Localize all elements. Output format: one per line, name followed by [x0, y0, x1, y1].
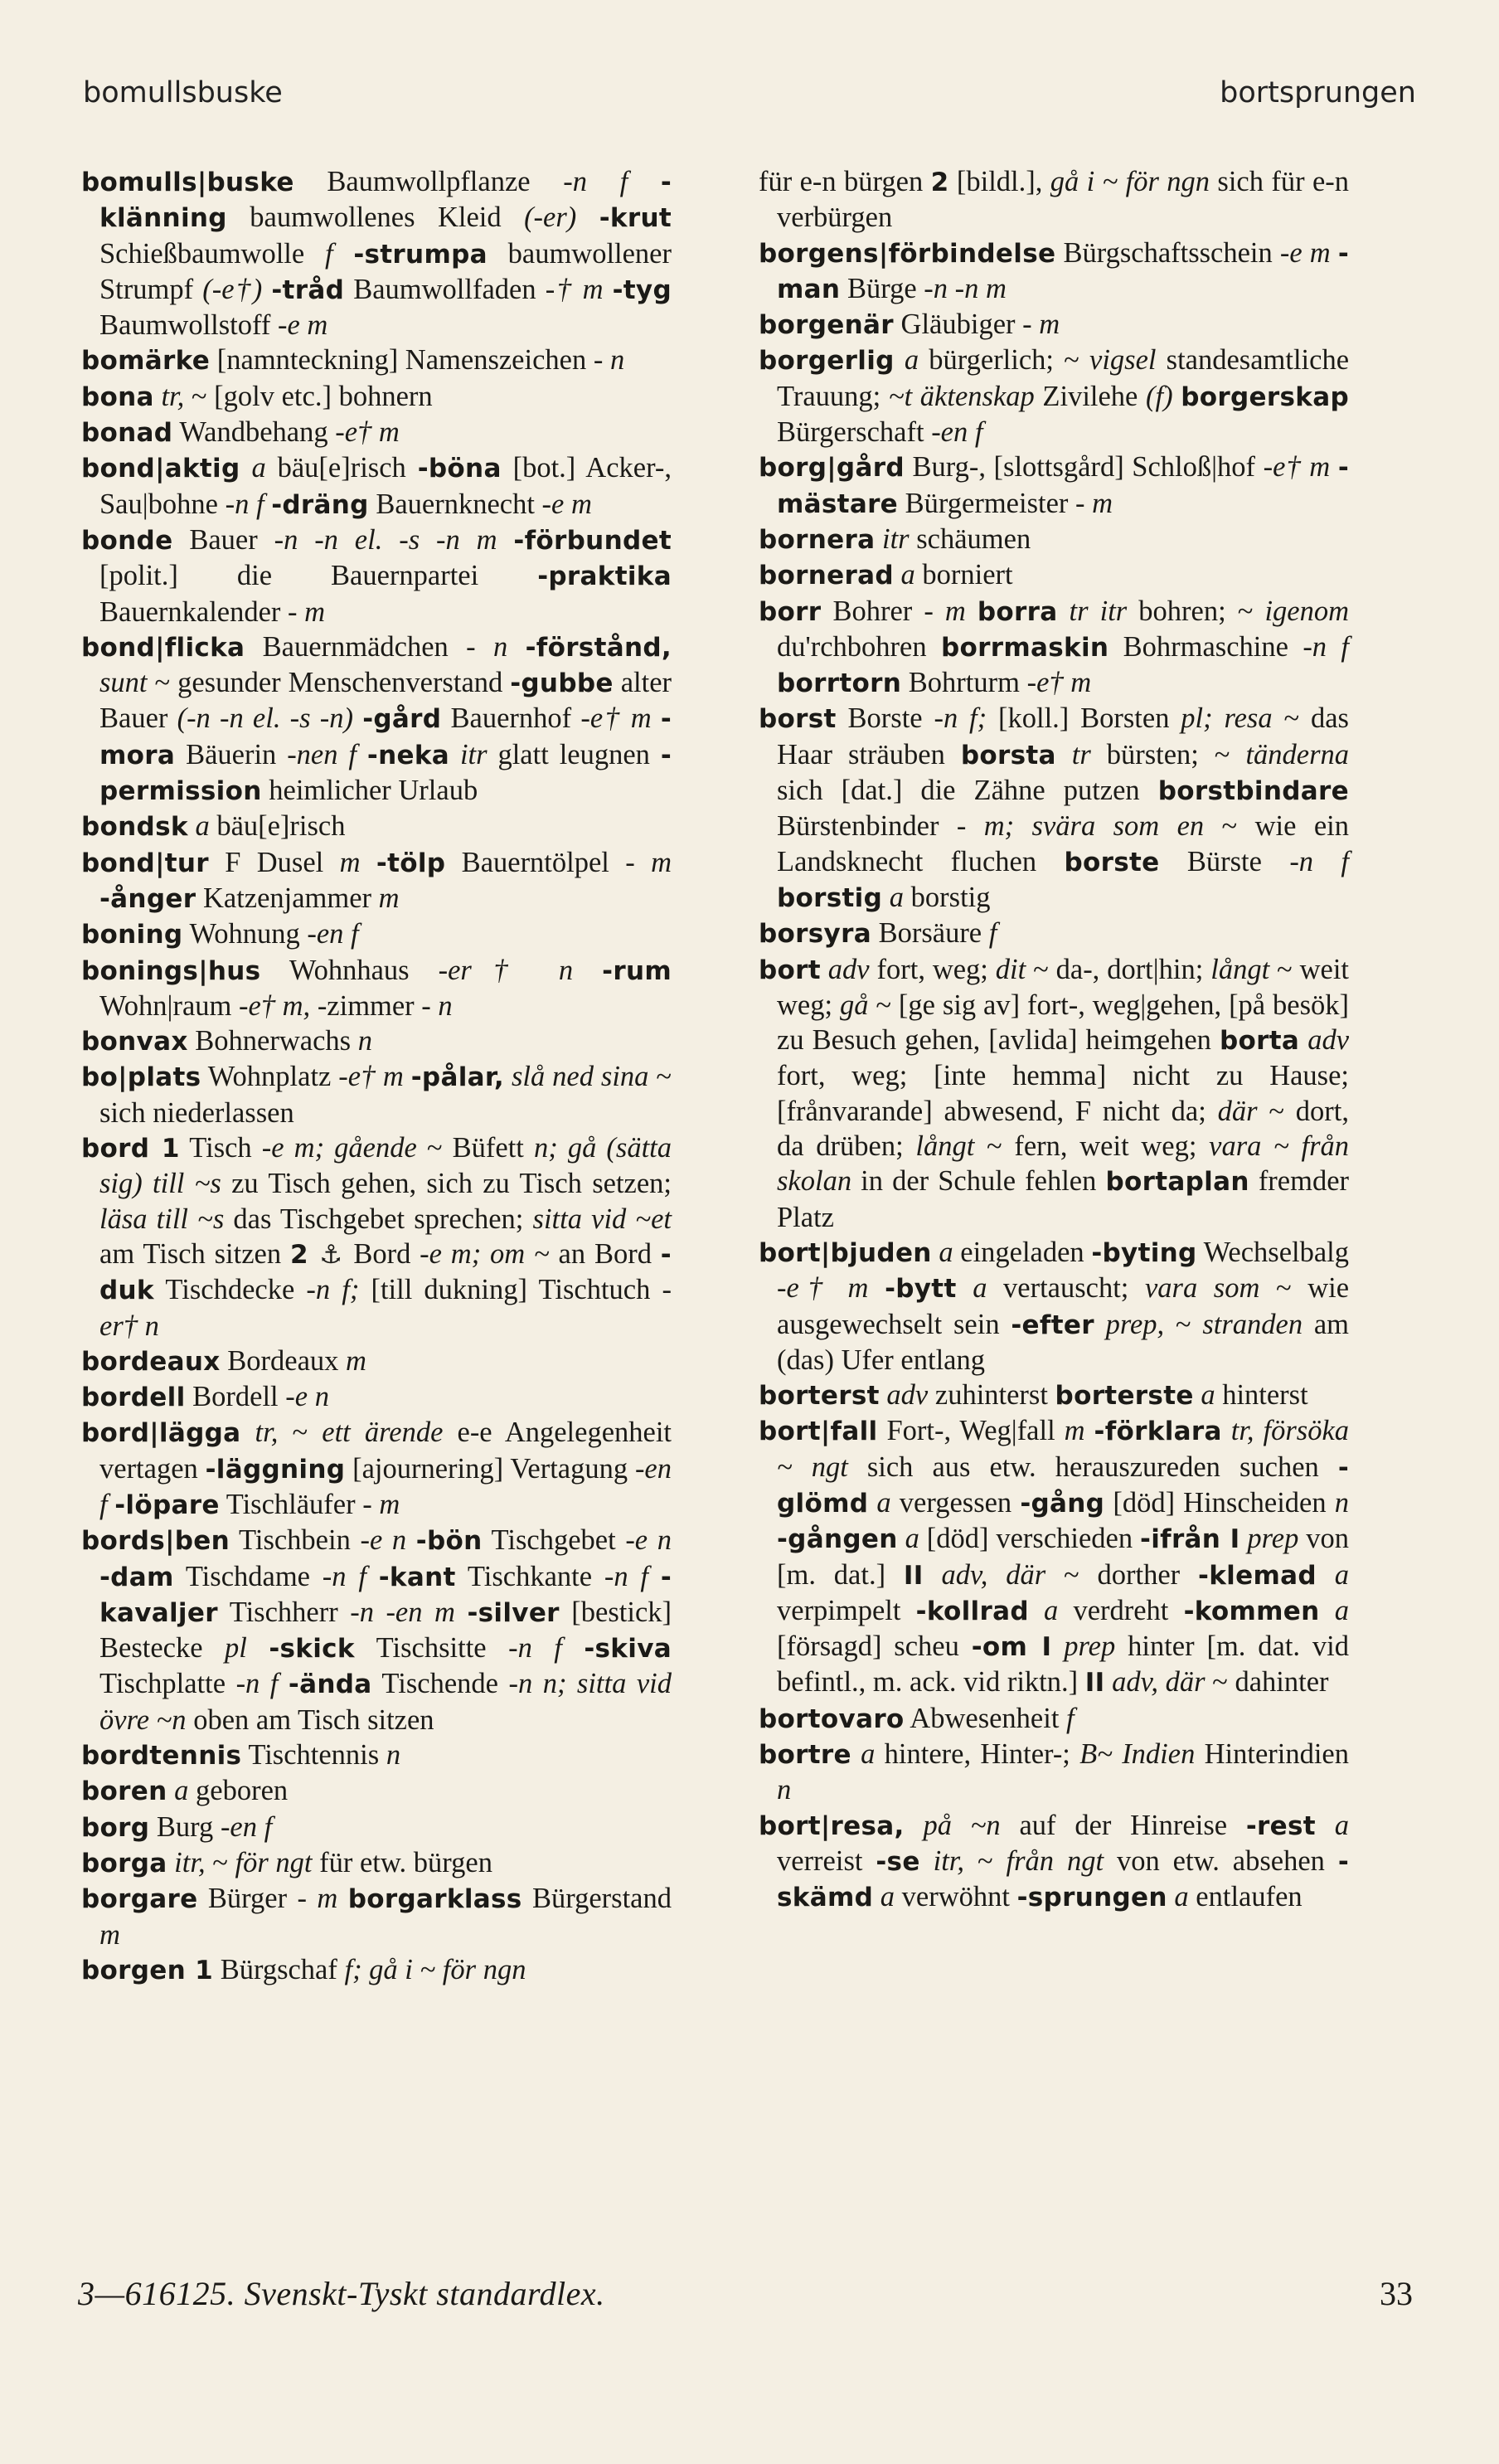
dictionary-entry: bort|resa, på ~n auf der Hinreise -rest a verreist -se itr, ~ från ngt von etw. absehen -skämd a verwöhnt -sprungen a entlaufen: [759, 1809, 1350, 1913]
dictionary-entry: bord|lägga tr, ~ ett ärende e-e Angelegenheit vertagen -läggning [ajournering] Vertagung -en f -löpare Tischläufer - m: [81, 1417, 672, 1520]
dictionary-entry: borga itr, ~ för ngt für etw. bürgen: [81, 1846, 492, 1878]
dictionary-entry: borg Burg -en f: [81, 1810, 273, 1843]
right-column: [759, 164, 1349, 1916]
dictionary-entry: borgare Bürger - m borgarklass Bürgerstand m: [81, 1883, 672, 1951]
dictionary-entry: borgens|förbindelse Bürgschaftsschein -e m -man Bürge -n -n m: [759, 236, 1349, 304]
dictionary-entry: bornera itr schäumen: [759, 522, 1031, 555]
dictionary-entry: borterst adv zuhinterst borterste a hinterst: [759, 1379, 1308, 1412]
dictionary-entry: borgerlig a bürgerlich; ~ vigsel standesamtliche Trauung; ~t äktenskap Zivilehe (f) borgerskap Bürgerschaft -en f: [759, 344, 1350, 449]
left-column: [81, 164, 672, 1988]
footer-signature: 3—616125. Svenskt-Tyskt standardlex.: [78, 2275, 605, 2312]
dictionary-entry: bo|plats Wohnplatz -e† m -pålar, slå ned sina ~ sich niederlassen: [81, 1061, 672, 1129]
dictionary-entry: bort|fall Fort-, Weg|fall m -förklara tr, försöka ~ ngt sich aus etw. herauszureden suchen -glömd a vergessen -gång [död] Hinscheiden n -gången a [död] verschieden -ifrån I prep von [m. dat.] II adv, där ~ dorther -klemad a verpimpelt -kollrad a verdreht -kommen a [försagd] scheu -om I prep hinter [m. dat. vid befintl., m. ack. vid riktn.] II adv, där ~ dahinter: [759, 1415, 1350, 1699]
dictionary-entry: borg|gård Burg-, [slottsgård] Schloß|hof -e† m -mästare Bürgermeister - m: [759, 451, 1350, 519]
dictionary-entry: bomulls|buske Baumwollpflanze -n f -klänning baumwollenes Kleid (-er) -krut Schießbaumwolle f -strumpa baumwollener Strumpf (-e†) -tråd Baumwollfaden -† m -tyg Baumwollstoff -e m: [81, 166, 672, 342]
dictionary-entry: bortovaro Abwesenheit f: [759, 1702, 1075, 1734]
dictionary-entry: bort|bjuden a eingeladen -byting Wechselbalg -e† m -bytt a vertauscht; vara som ~ wie ausgewechselt sein -efter prep, ~ stranden am (das) Ufer entlang: [759, 1236, 1350, 1376]
dictionary-entry: bonvax Bohnerwachs n: [81, 1025, 372, 1057]
dictionary-entry: bortre a hintere, Hinter-; B~ Indien Hinterindien n: [759, 1738, 1349, 1806]
dictionary-entry: bomärke [namnteckning] Namenszeichen - n: [81, 344, 625, 377]
dictionary-entry: bort adv fort, weg; dit ~ da-, dort|hin; långt ~ weit weg; gå ~ [ge sig av] fort-, weg|gehen, [på besök] zu Besuch gehen, [avlida] heimgehen borta adv fort, weg; [inte hemma] nicht zu Hause; [frånvarande] abwesend, F nicht da; där ~ dort, da drüben; långt ~ fern, weit weg; vara ~ från skolan in der Schule fehlen bortaplan fremder Platz: [759, 953, 1350, 1233]
page-footer: [78, 2274, 1413, 2321]
dictionary-entry: borst Borste -n f; [koll.] Borsten pl; resa ~ das Haar sträuben borsta tr bürsten; ~ tänderna sich [dat.] die Zähne putzen borstbindare Bürstenbinder - m; svära som en ~ wie ein Landsknecht fluchen borste Bürste -n f borstig a borstig: [759, 702, 1350, 913]
dictionary-entry: borgen 1 Bürgschaf f; gå i ~ för ngn: [81, 1953, 526, 1985]
dictionary-entry: borsyra Borsäure f: [759, 917, 997, 950]
dictionary-entry: bordeaux Bordeaux m: [81, 1344, 366, 1377]
dictionary-entry: bond|tur F Dusel m -tölp Bauerntölpel - m -ånger Katzenjammer m: [81, 846, 672, 914]
dictionary-entry: bornerad a borniert: [759, 559, 1013, 591]
dictionary-entry: bond|flicka Bauernmädchen - n -förstånd, sunt ~ gesunder Menschenverstand -gubbe alter Bauer (-n -n el. -s -n) -gård Bauernhof -e† m -mora Bäuerin -nen f -neka itr glatt leugnen -permission heimlicher Urlaub: [81, 630, 672, 807]
page-header: [83, 76, 1416, 126]
dictionary-entry: bona tr, ~ [golv etc.] bohnern: [81, 380, 433, 412]
dictionary-entry: bond|aktig a bäu[e]risch -böna [bot.] Acker-, Sau|bohne -n f -dräng Bauernknecht -e m: [81, 452, 672, 520]
dictionary-entry: borgenär Gläubiger - m: [759, 309, 1060, 341]
dictionary-entry: bords|ben Tischbein -e n -bön Tischgebet -e n -dam Tischdame -n f -kant Tischkante -n f -kavaljer Tischherr -n -en m -silver [bestick] Bestecke pl -skick Tischsitte -n f -skiva Tischplatte -n f -ända Tischende -n n; sitta vid övre ~n oben am Tisch sitzen: [81, 1524, 672, 1736]
dictionary-entry: bord 1 Tisch -e m; gående ~ Büfett n; gå (sätta sig) till ~s zu Tisch gehen, sich zu Tisch setzen; läsa till ~s das Tischgebet sprechen; sitta vid ~et am Tisch sitzen 2 ⚓ Bord -e m; om ~ an Bord -duk Tischdecke -n f; [till dukning] Tischtuch -er† n: [81, 1132, 672, 1342]
dictionary-entry: bordtennis Tischtennis n: [81, 1739, 401, 1771]
dictionary-entry: boning Wohnung -en f: [81, 918, 359, 950]
dictionary-entry: borr Bohrer - m borra tr itr bohren; ~ igenom du'rchbohren borrmaskin Bohrmaschine -n f borrtorn Bohrturm -e† m: [759, 595, 1350, 699]
dictionary-entry: boren a geboren: [81, 1775, 289, 1807]
dictionary-entry: bordell Bordell -e n: [81, 1381, 329, 1413]
header-right-guide-word: bortsprungen: [1220, 76, 1416, 109]
dictionary-entry: bonde Bauer -n -n el. -s -n m -förbundet [polit.] die Bauernpartei -praktika Bauernkalender - m: [81, 523, 672, 628]
dictionary-entry: bonings|hus Wohnhaus -er† n -rum Wohn|raum -e† m, -zimmer - n: [81, 954, 672, 1022]
header-left-guide-word: bomullsbuske: [83, 76, 283, 109]
dictionary-entry: für e-n bürgen 2 [bildl.], gå i ~ för ngn sich für e-n verbürgen: [759, 166, 1350, 234]
dictionary-entry: bondsk a bäu[e]risch: [81, 810, 346, 843]
page-number: 33: [1380, 2275, 1413, 2312]
dictionary-entry: bonad Wandbehang -e† m: [81, 416, 400, 449]
